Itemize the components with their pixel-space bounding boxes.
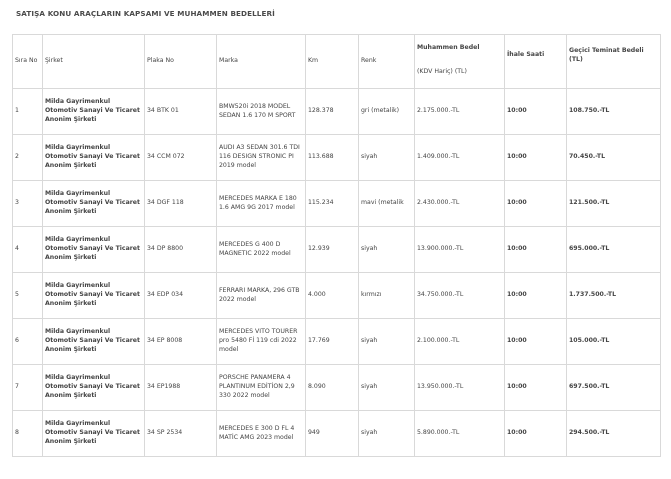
cell-marka: AUDI A3 SEDAN 301.6 TDI 116 DESIGN STRONIC PI 2019 model <box>217 135 306 181</box>
cell-marka: MERCEDES E 300 D FL 4 MATİC AMG 2023 model <box>217 411 306 457</box>
cell-sirket: Milda Gayrimenkul Otomotiv Sanayi Ve Ticaret Anonim Şirketi <box>43 89 145 135</box>
cell-teminat: 1.737.500.-TL <box>567 273 661 319</box>
cell-saat: 10:00 <box>505 135 567 181</box>
cell-no: 1 <box>13 89 43 135</box>
cell-saat: 10:00 <box>505 319 567 365</box>
table-header-row <box>13 35 661 89</box>
cell-marka: FERRARI MARKA, 296 GTB 2022 model <box>217 273 306 319</box>
table-row <box>13 227 661 273</box>
cell-plaka: 34 EDP 034 <box>145 273 217 319</box>
cell-saat: 10:00 <box>505 89 567 135</box>
cell-km: 17.769 <box>306 319 359 365</box>
cell-km: 115.234 <box>306 181 359 227</box>
header-sirket: Şirket <box>43 35 145 89</box>
cell-marka: PORSCHE PANAMERA 4 PLANTINUM EDİTİON 2,9 330 2022 model <box>217 365 306 411</box>
cell-saat: 10:00 <box>505 227 567 273</box>
cell-renk: mavi (metalik <box>359 181 415 227</box>
cell-sirket: Milda Gayrimenkul Otomotiv Sanayi Ve Ticaret Anonim Şirketi <box>43 227 145 273</box>
cell-teminat: 108.750.-TL <box>567 89 661 135</box>
cell-renk: siyah <box>359 365 415 411</box>
cell-renk: siyah <box>359 135 415 181</box>
cell-km: 113.688 <box>306 135 359 181</box>
cell-renk: kırmızı <box>359 273 415 319</box>
cell-no: 5 <box>13 273 43 319</box>
cell-no: 4 <box>13 227 43 273</box>
cell-no: 8 <box>13 411 43 457</box>
cell-bedel: 13.900.000.-TL <box>415 227 505 273</box>
table-row <box>13 89 661 135</box>
cell-km: 4.000 <box>306 273 359 319</box>
header-plaka: Plaka No <box>145 35 217 89</box>
cell-bedel: 34.750.000.-TL <box>415 273 505 319</box>
cell-bedel: 2.430.000.-TL <box>415 181 505 227</box>
cell-bedel: 2.100.000.-TL <box>415 319 505 365</box>
cell-teminat: 697.500.-TL <box>567 365 661 411</box>
table-row <box>13 181 661 227</box>
cell-km: 128.378 <box>306 89 359 135</box>
cell-sirket: Milda Gayrimenkul Otomotiv Sanayi Ve Ticaret Anonim Şirketi <box>43 135 145 181</box>
cell-teminat: 294.500.-TL <box>567 411 661 457</box>
cell-renk: siyah <box>359 227 415 273</box>
cell-sirket: Milda Gayrimenkul Otomotiv Sanayi Ve Ticaret Anonim Şirketi <box>43 365 145 411</box>
cell-renk: siyah <box>359 411 415 457</box>
cell-plaka: 34 SP 2534 <box>145 411 217 457</box>
cell-bedel: 13.950.000.-TL <box>415 365 505 411</box>
cell-sirket: Milda Gayrimenkul Otomotiv Sanayi Ve Ticaret Anonim Şirketi <box>43 319 145 365</box>
header-teminat: Geçici Teminat Bedeli (TL) <box>567 35 661 89</box>
table-row <box>13 273 661 319</box>
cell-saat: 10:00 <box>505 273 567 319</box>
cell-plaka: 34 CCM 072 <box>145 135 217 181</box>
cell-marka: MERCEDES G 400 D MAGNETIC 2022 model <box>217 227 306 273</box>
cell-renk: siyah <box>359 319 415 365</box>
cell-plaka: 34 EP1988 <box>145 365 217 411</box>
header-ihale: İhale Saati <box>505 35 567 89</box>
vehicles-table <box>12 34 661 457</box>
cell-no: 3 <box>13 181 43 227</box>
table-row <box>13 365 661 411</box>
cell-renk: gri (metalik) <box>359 89 415 135</box>
cell-teminat: 121.500.-TL <box>567 181 661 227</box>
cell-saat: 10:00 <box>505 181 567 227</box>
cell-marka: MERCEDES VITO TOURER pro 5480 Fİ 119 cdi 2022 model <box>217 319 306 365</box>
cell-bedel: 2.175.000.-TL <box>415 89 505 135</box>
header-marka: Marka <box>217 35 306 89</box>
header-km: Km <box>306 35 359 89</box>
cell-teminat: 105.000.-TL <box>567 319 661 365</box>
table-row <box>13 135 661 181</box>
cell-marka: MERCEDES MARKA E 180 1.6 AMG 9G 2017 model <box>217 181 306 227</box>
cell-sirket: Milda Gayrimenkul Otomotiv Sanayi Ve Ticaret Anonim Şirketi <box>43 273 145 319</box>
cell-bedel: 5.890.000.-TL <box>415 411 505 457</box>
cell-km: 8.090 <box>306 365 359 411</box>
cell-bedel: 1.409.000.-TL <box>415 135 505 181</box>
cell-km: 949 <box>306 411 359 457</box>
header-renk: Renk <box>359 35 415 89</box>
cell-sirket: Milda Gayrimenkul Otomotiv Sanayi Ve Ticaret Anonim Şirketi <box>43 181 145 227</box>
table-row <box>13 411 661 457</box>
cell-teminat: 695.000.-TL <box>567 227 661 273</box>
cell-no: 7 <box>13 365 43 411</box>
header-bedel-bottom: (KDV Hariç) (TL) <box>417 67 467 75</box>
cell-plaka: 34 DP 8800 <box>145 227 217 273</box>
cell-plaka: 34 EP 8008 <box>145 319 217 365</box>
header-bedel <box>415 35 505 89</box>
cell-no: 2 <box>13 135 43 181</box>
header-no: Sıra No <box>13 35 43 89</box>
cell-marka: BMW520i 2018 MODEL SEDAN 1.6 170 M SPORT <box>217 89 306 135</box>
cell-no: 6 <box>13 319 43 365</box>
header-bedel-top: Muhammen Bedel <box>417 43 480 51</box>
cell-sirket: Milda Gayrimenkul Otomotiv Sanayi Ve Ticaret Anonim Şirketi <box>43 411 145 457</box>
cell-saat: 10:00 <box>505 411 567 457</box>
cell-saat: 10:00 <box>505 365 567 411</box>
cell-km: 12.939 <box>306 227 359 273</box>
cell-teminat: 70.450.-TL <box>567 135 661 181</box>
cell-plaka: 34 BTK 01 <box>145 89 217 135</box>
page-title: SATIŞA KONU ARAÇLARIN KAPSAMI VE MUHAMMEN BEDELLERİ <box>16 9 275 18</box>
cell-plaka: 34 DGF 118 <box>145 181 217 227</box>
table-row <box>13 319 661 365</box>
